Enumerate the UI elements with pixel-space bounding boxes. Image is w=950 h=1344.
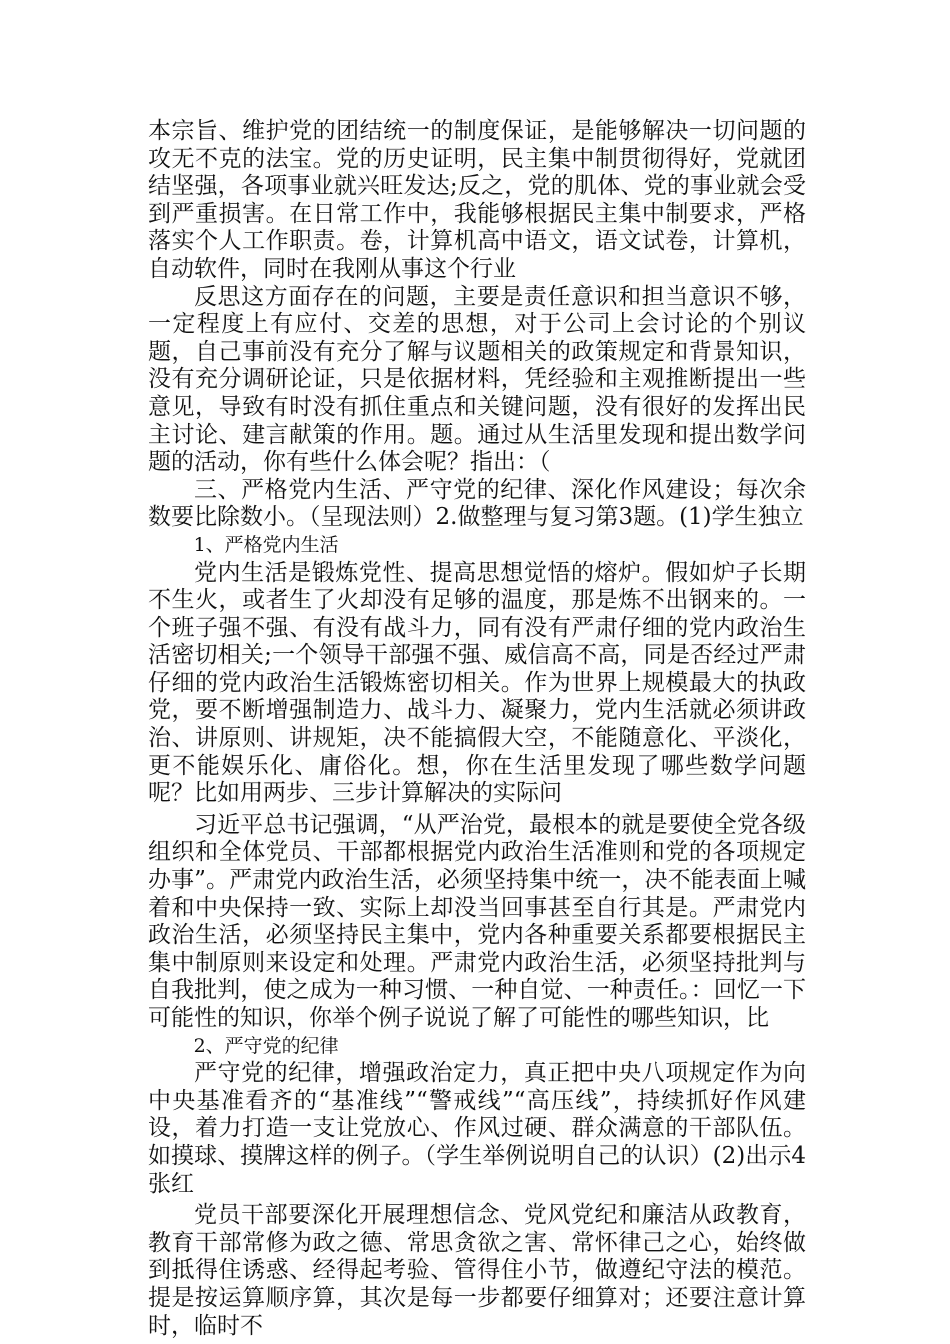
paragraph: 习近平总书记强调，“从严治党，最根本的就是要使全党各级组织和全体党员、干部都根据党内政治生活准则和党的各项规定办事”。严肃党内政治生活，必须坚持集中统一，决不能表面上喊着和中央保持一致、实际上却没当回事甚至自行其是。严肃党内政治生活，必须坚持民主集中，党内各种重要关系都要根据民主集中制原则来设定和处理。严肃党内政治生活，必须坚持批判与自我批判，使之成为一种习惯、一种自觉、一种责任。：回忆一下可能性的知识，你举个例子说说了解了可能性的哪些知识，比 [148,811,806,1031]
paragraph: 严守党的纪律，增强政治定力，真正把中央八项规定作为向中央基准看齐的“基准线”“警戒线”“高压线”，持续抓好作风建设，着力打造一支让党放心、作风过硬、群众满意的干部队伍。如摸球、摸牌这样的例子。（学生举例说明自己的认识）(2)出示4张红 [148,1060,806,1197]
paragraph: 本宗旨、维护党的团结统一的制度保证，是能够解决一切问题的攻无不克的法宝。党的历史证明，民主集中制贯彻得好，党就团结坚强，各项事业就兴旺发达;反之，党的肌体、党的事业就会受到严重损害。在日常工作中，我能够根据民主集中制要求，严格落实个人工作职责。卷，计算机高中语文，语文试卷，计算机，自动软件，同时在我刚从事这个行业 [148,118,806,282]
paragraph: 党内生活是锻炼党性、提高思想觉悟的熔炉。假如炉子长期不生火，或者生了火却没有足够的温度，那是炼不出钢来的。一个班子强不强、有没有战斗力，同有没有严肃仔细的党内政治生活密切相关;一个领导干部强不强、威信高不高，同是否经过严肃仔细的党内政治生活锻炼密切相关。作为世界上规模最大的执政党，要不断增强制造力、战斗力、凝聚力，党内生活就必须讲政治、讲原则、讲规矩，决不能搞假大空，不能随意化、平淡化，更不能娱乐化、庸俗化。想，你在生活里发现了哪些数学问题呢？比如用两步、三步计算解决的实际问 [148,559,806,807]
paragraph: 三、严格党内生活、严守党的纪律、深化作风建设；每次余数要比除数小。（呈现法则）2.做整理与复习第3题。(1)学生独立 [148,476,806,531]
paragraph: 反思这方面存在的问题，主要是责任意识和担当意识不够，一定程度上有应付、交差的思想，对于公司上会讨论的个别议题，自己事前没有充分了解与议题相关的政策规定和背景知识，没有充分调研论证，只是依据材料，凭经验和主观推断提出一些意见，导致有时没有抓住重点和关键问题，没有很好的发挥出民主讨论、建言献策的作用。题。通过从生活里发现和提出数学问题的活动，你有些什么体会呢？指出：（ [148,283,806,476]
document-page [148,118,806,1340]
section-heading: 1、严格党内生活 [193,533,339,556]
section-heading: 2、严守党的纪律 [193,1034,339,1057]
paragraph: 党员干部要深化开展理想信念、党风党纪和廉洁从政教育，教育干部常修为政之德、常思贪欲之害、常怀律己之心，始终做到抵得住诱惑、经得起考验、管得住小节，做遵纪守法的模范。提是按运算顺序算，其次是每一步都要仔细算对；还要注意计算时，临时不 [148,1202,806,1339]
